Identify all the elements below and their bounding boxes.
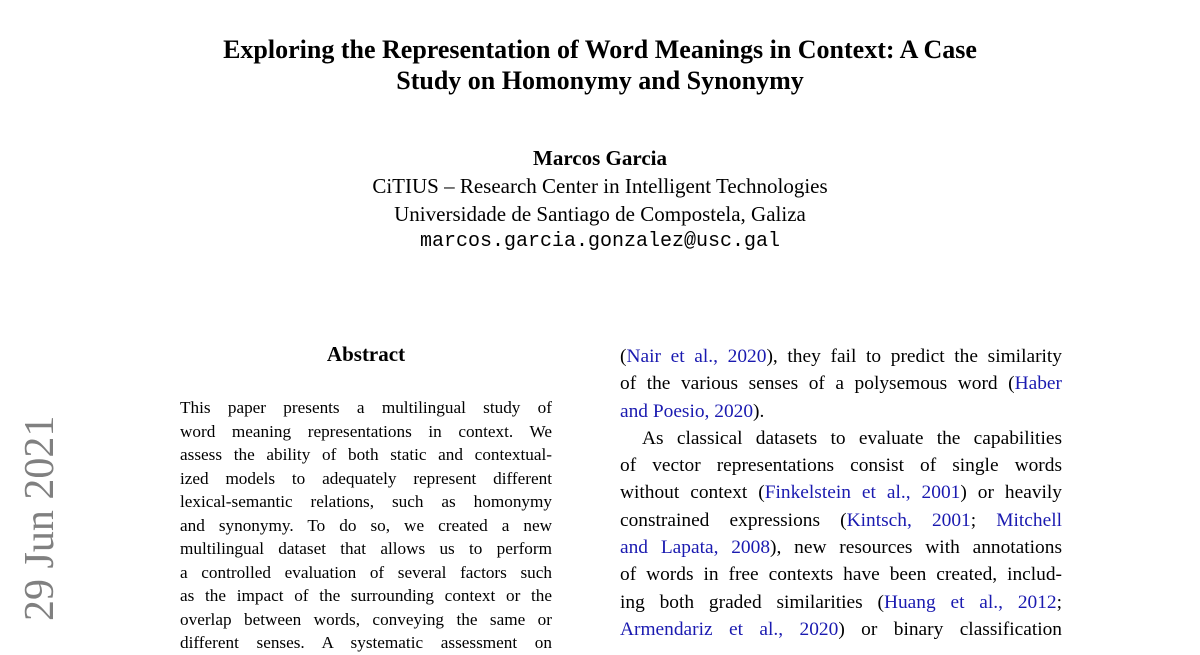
- body-line: [620, 534, 1062, 561]
- body-line: [620, 507, 1062, 534]
- body-right-column: [620, 343, 1062, 643]
- abstract-line: assess the ability of both static and contextual-: [180, 445, 552, 464]
- abstract-line: lexical-semantic relations, such as homonymy: [180, 492, 552, 511]
- body-line: [620, 425, 1062, 452]
- title-line-1: Exploring the Representation of Word Meanings in Context: A Case: [223, 35, 977, 64]
- body-text: ).: [753, 400, 765, 422]
- citation-link[interactable]: and Poesio, 2020: [620, 400, 754, 422]
- body-text: of vector representations consist of single words: [620, 455, 1062, 477]
- abstract-line: different senses. A systematic assessment on: [180, 633, 552, 652]
- body-text: ;: [970, 509, 997, 531]
- body-line: [620, 370, 1062, 397]
- citation-link[interactable]: Mitchell: [996, 509, 1062, 531]
- abstract-line: overlap between words, conveying the same or: [180, 609, 552, 629]
- abstract-line: word meaning representations in context. We: [180, 421, 552, 441]
- body-line: [620, 561, 1062, 588]
- citation-link[interactable]: Armendariz et al., 2020: [620, 618, 839, 640]
- title-line-2: Study on Homonymy and Synonymy: [396, 66, 804, 95]
- body-line: [620, 616, 1062, 643]
- abstract-body: [180, 396, 552, 655]
- body-text: As classical datasets to evaluate the capabilities: [642, 427, 1062, 449]
- body-text: ) or heavily: [960, 482, 1062, 504]
- paper-title: [0, 34, 1200, 96]
- body-text: ing both graded similarities (: [620, 591, 884, 613]
- abstract-line: This paper presents a multilingual study of: [180, 398, 552, 417]
- body-text: ) or binary classification: [838, 618, 1063, 640]
- citation-link[interactable]: Haber: [1014, 373, 1062, 395]
- body-line: [620, 589, 1062, 616]
- body-line: [620, 479, 1062, 506]
- author-affiliation-1: CiTIUS – Research Center in Intelligent Technologies: [372, 174, 828, 198]
- body-text: ), new resources with annotations: [770, 537, 1062, 559]
- citation-link[interactable]: Huang et al., 2012: [883, 591, 1057, 613]
- body-text: of words in free contexts have been created, includ-: [620, 564, 1062, 586]
- body-line: [620, 452, 1062, 479]
- citation-link[interactable]: Kintsch, 2001: [846, 509, 971, 531]
- abstract-line: as the impact of the surrounding context or the: [180, 586, 552, 605]
- abstract-line: a controlled evaluation of several factors such: [180, 562, 552, 582]
- citation-link[interactable]: and Lapata, 2008: [620, 537, 771, 559]
- author-affiliation-2: Universidade de Santiago de Compostela, Galiza: [394, 202, 806, 226]
- author-block: [0, 144, 1200, 256]
- author-name: Marcos Garcia: [533, 146, 667, 170]
- abstract-line: multilingual dataset that allows us to perform: [180, 539, 552, 558]
- body-text: ;: [1056, 591, 1062, 613]
- citation-link[interactable]: Finkelstein et al., 2001: [764, 482, 961, 504]
- body-text: ), they fail to predict the similarity: [766, 346, 1062, 367]
- body-line: [620, 398, 1062, 425]
- body-text: without context (: [620, 482, 765, 504]
- author-email: marcos.garcia.gonzalez@usc.gal: [419, 230, 781, 253]
- body-line: (Nair et al., 2020), they fail to predict the similarity: [620, 346, 1062, 367]
- abstract-heading: Abstract: [326, 342, 406, 366]
- citation-link[interactable]: Nair et al., 2020: [626, 346, 767, 367]
- body-text: constrained expressions (: [620, 509, 847, 531]
- body-text: of the various senses of a polysemous word (: [620, 373, 1015, 395]
- arxiv-date-stamp: 29 Jun 2021: [17, 415, 63, 621]
- abstract-line: ized models to adequately represent different: [180, 468, 552, 488]
- abstract-line: and synonymy. To do so, we created a new: [180, 515, 552, 535]
